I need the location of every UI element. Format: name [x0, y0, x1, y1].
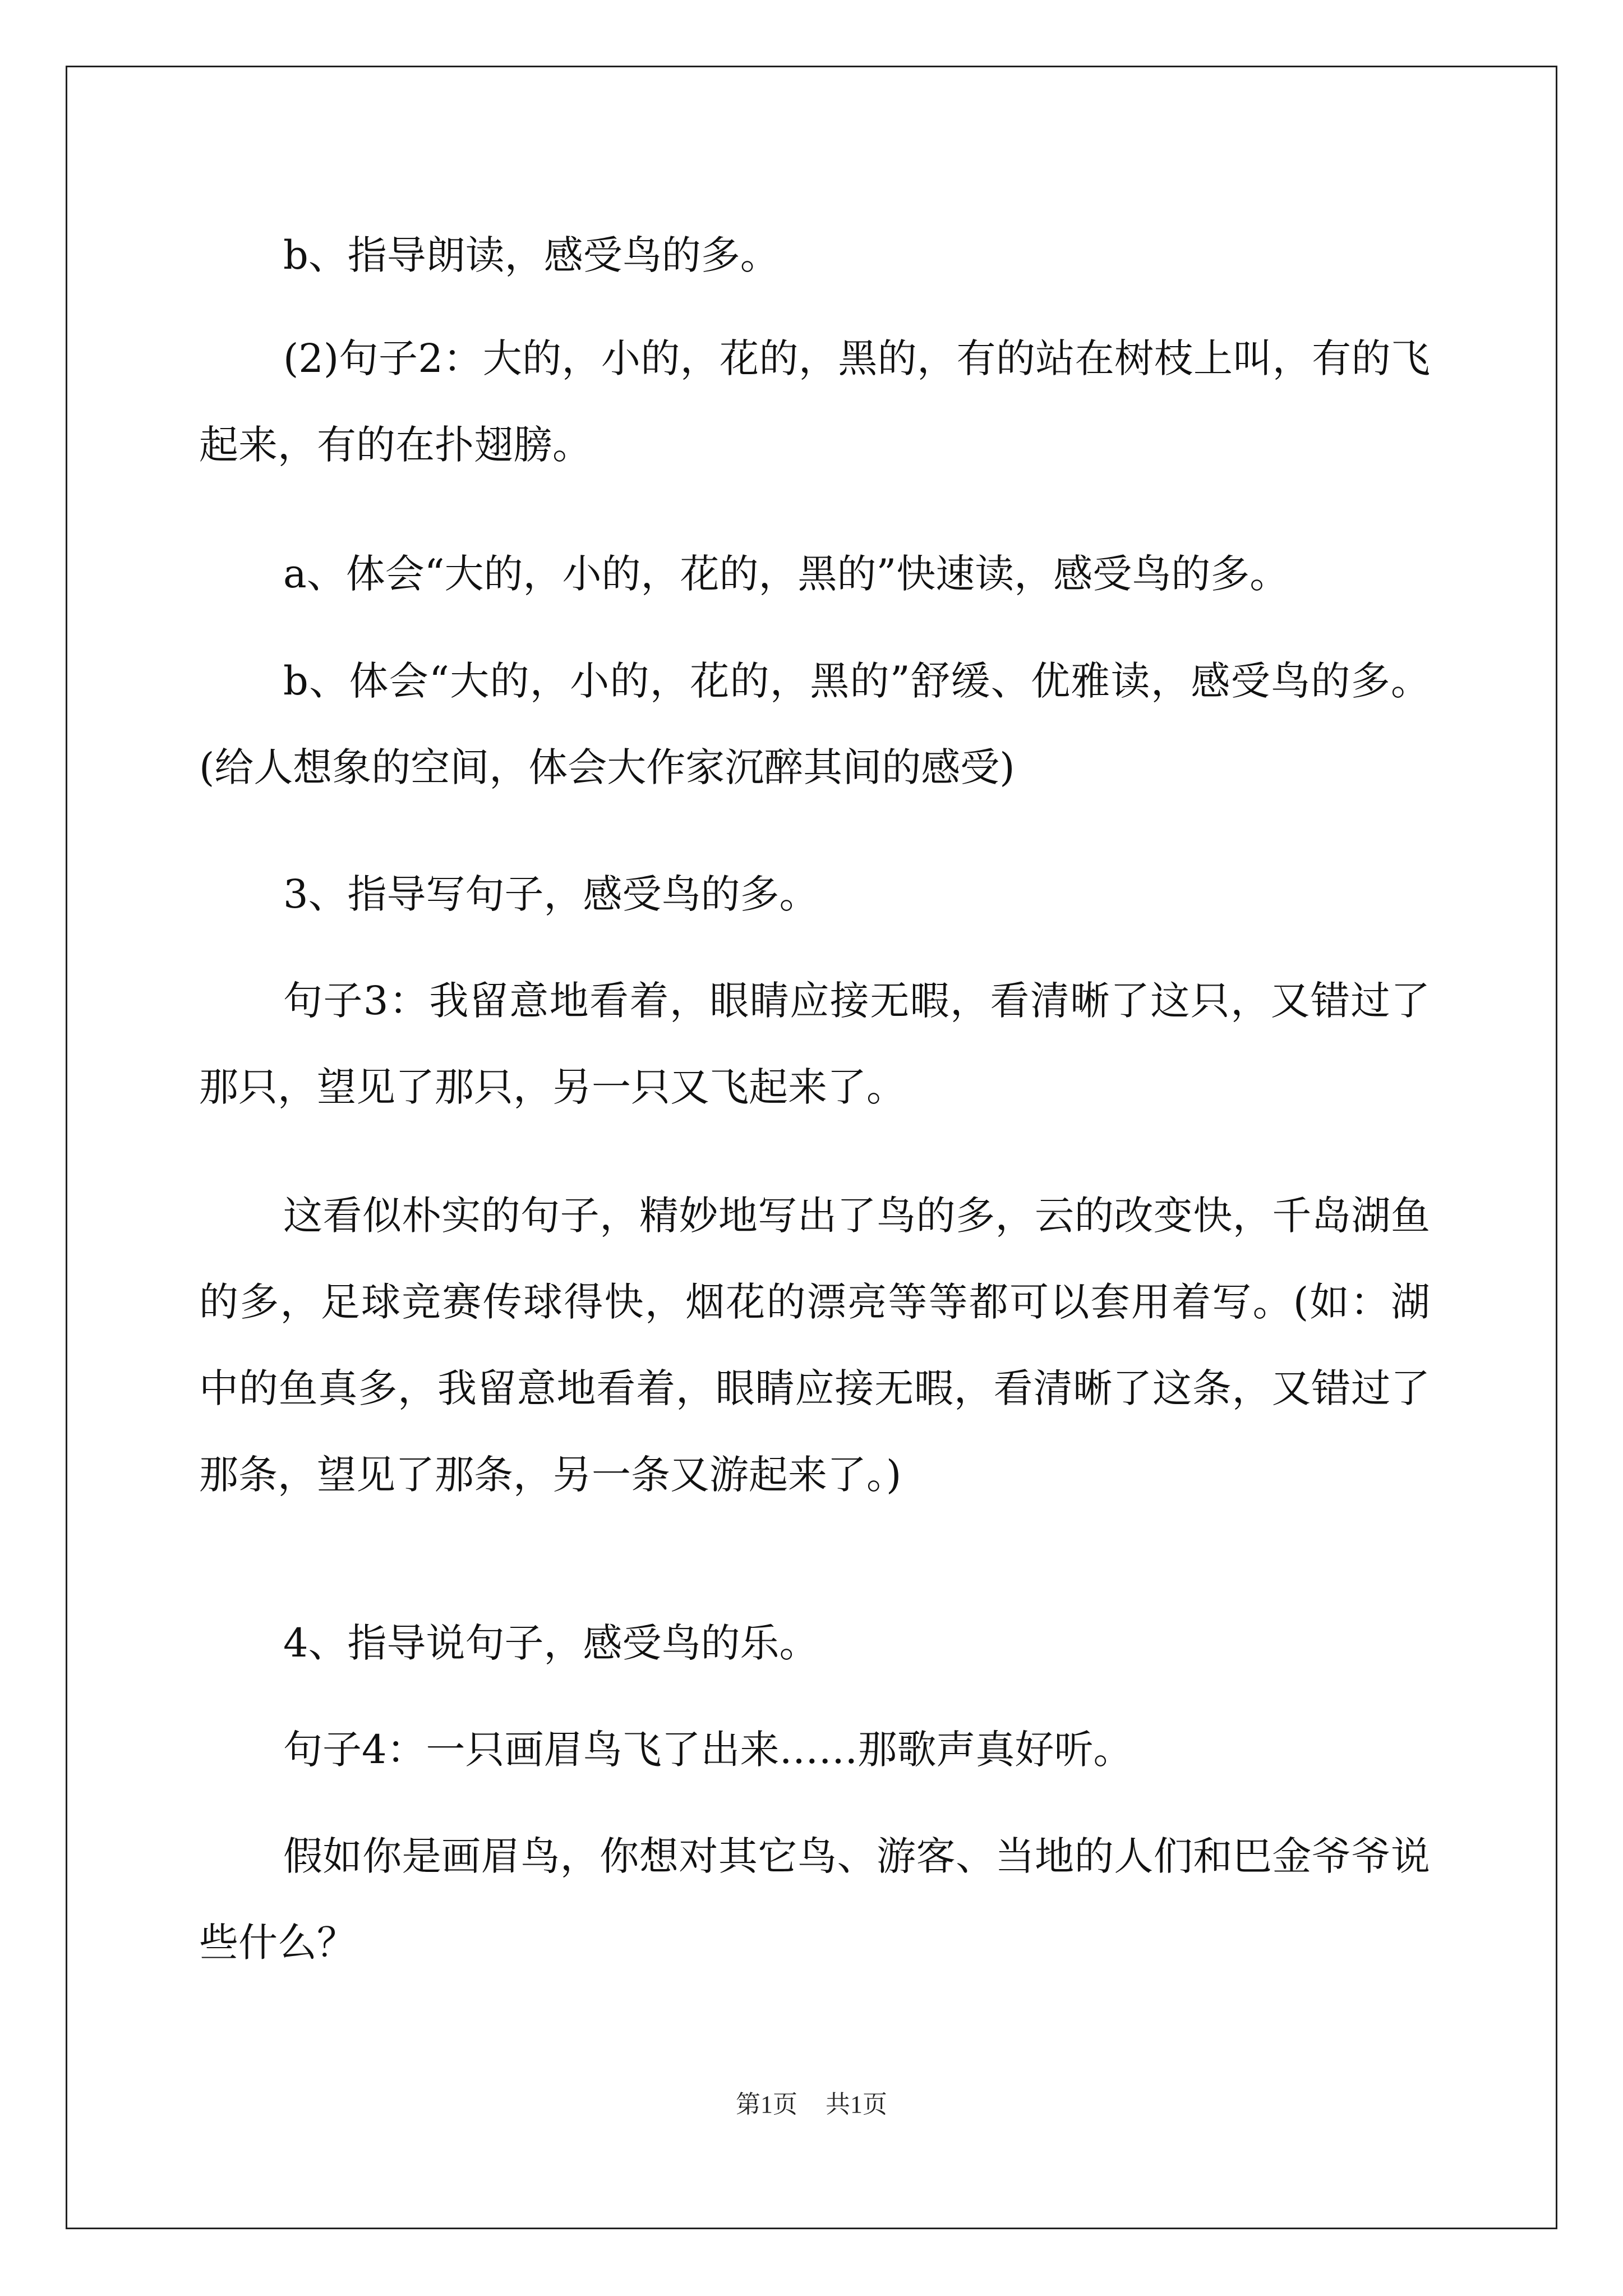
page-total: 共1页 — [826, 2091, 887, 2118]
paragraph-10: 假如你是画眉鸟，你想对其它鸟、游客、当地的人们和巴金爷爷说些什么？ — [199, 1833, 1430, 1966]
paragraph-4: b、体会“大的，小的，花的，黑的”舒缓、优雅读，感受鸟的多。(给人想象的空间，体会大作家沉醉其间的感受) — [199, 658, 1430, 790]
paragraph-3: a、体会“大的，小的，花的，黑的”快速读，感受鸟的多。 — [283, 551, 1289, 597]
paragraph-2: (2)句子2：大的，小的，花的，黑的，有的站在树枝上叫，有的飞起来，有的在扑翅膀。 — [199, 335, 1430, 468]
paragraph-1: b、指导朗读，感受鸟的多。 — [283, 232, 780, 278]
paragraph-7: 这看似朴实的句子，精妙地写出了鸟的多，云的改变快，千岛湖鱼的多，足球竞赛传球得快，烟花的漂亮等等都可以套用着写。(如：湖中的鱼真多，我留意地看着，眼睛应接无暇，看清晰了这条，又错过了那条，望见了那条，另一条又游起来了。) — [199, 1193, 1430, 1498]
paragraph-8: 4、指导说句子，感受鸟的乐。 — [283, 1620, 819, 1666]
page-number: 第1页 — [736, 2091, 797, 2118]
paragraph-5: 3、指导写句子，感受鸟的多。 — [283, 871, 819, 917]
paragraph-9: 句子4：一只画眉鸟飞了出来……那歌声真好听。 — [283, 1727, 1133, 1773]
page-footer — [0, 2088, 1623, 2122]
paragraph-6: 句子3：我留意地看着，眼睛应接无暇，看清晰了这只，又错过了那只，望见了那只，另一只又飞起来了。 — [199, 978, 1430, 1110]
